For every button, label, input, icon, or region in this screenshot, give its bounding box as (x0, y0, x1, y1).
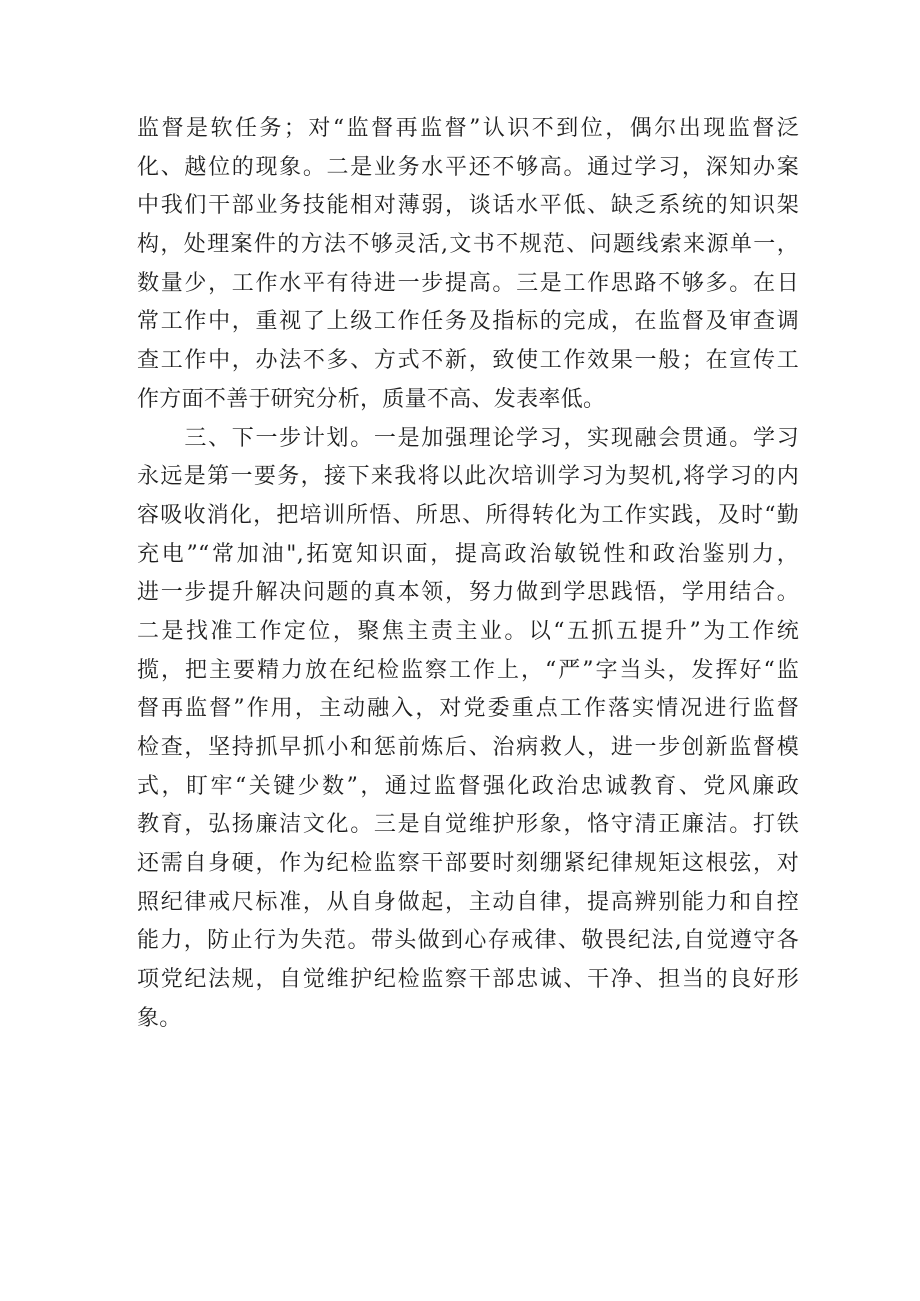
text-line: 照纪律戒尺标准，从自身做起，主动自律，提高辨别能力和自控 (137, 889, 799, 915)
text-line: 构，处理案件的方法不够灵活,文书不规范、问题线索来源单一， (137, 232, 799, 258)
text-line: 二是找准工作定位，聚焦主责主业。以“五抓五提升”为工作统 (137, 618, 799, 644)
text-line: 永远是第一要务，接下来我将以此次培训学习为契机,将学习的内 (137, 464, 799, 490)
text-line: 充电”“常加油",拓宽知识面，提高政治敏锐性和政治鉴别力， (137, 541, 799, 567)
text-line: 象。 (137, 1005, 182, 1031)
text-line: 项党纪法规，自觉维护纪检监察干部忠诚、干净、担当的良好形 (137, 967, 799, 993)
text-line: 作方面不善于研究分析，质量不高、发表率低。 (137, 386, 606, 412)
text-line: 还需自身硬，作为纪检监察干部要时刻绷紧纪律规矩这根弦，对 (137, 851, 799, 877)
text-line: 揽，把主要精力放在纪检监察工作上，“严”字当头，发挥好“监 (137, 657, 799, 683)
text-line: 能力，防止行为失范。带头做到心存戒律、敬畏纪法,自觉遵守各 (137, 928, 799, 954)
text-line: 式，盯牢“关键少数”，通过监督强化政治忠诚教育、党风廉政 (137, 773, 799, 799)
document-body (137, 110, 799, 1039)
text-line: 三、下一步计划。一是加强理论学习，实现融会贯通。学习 (137, 425, 799, 451)
text-line: 数量少，工作水平有待进一步提高。三是工作思路不够多。在日 (137, 270, 799, 296)
text-line: 教育，弘扬廉洁文化。三是自觉维护形象，恪守清正廉洁。打铁 (137, 812, 799, 838)
text-line: 进一步提升解决问题的真本领，努力做到学思践悟，学用结合。 (137, 580, 799, 606)
text-line: 化、越位的现象。二是业务水平还不够高。通过学习，深知办案 (137, 154, 799, 180)
text-line: 容吸收消化，把培训所悟、所思、所得转化为工作实践，及时“勤 (137, 502, 799, 528)
text-line: 检查，坚持抓早抓小和惩前炼后、治病救人，进一步创新监督模 (137, 735, 799, 760)
text-line: 常工作中，重视了上级工作任务及指标的完成，在监督及审查调 (137, 309, 799, 335)
text-line: 督再监督”作用，主动融入，对党委重点工作落实情况进行监督 (137, 696, 799, 722)
text-line: 中我们干部业务技能相对薄弱，谈话水平低、缺乏系统的知识架 (137, 193, 799, 219)
text-line: 监督是软任务；对“监督再监督”认识不到位，偶尔出现监督泛 (137, 116, 799, 141)
text-line: 查工作中，办法不多、方式不新，致使工作效果一般；在宣传工 (137, 348, 799, 374)
